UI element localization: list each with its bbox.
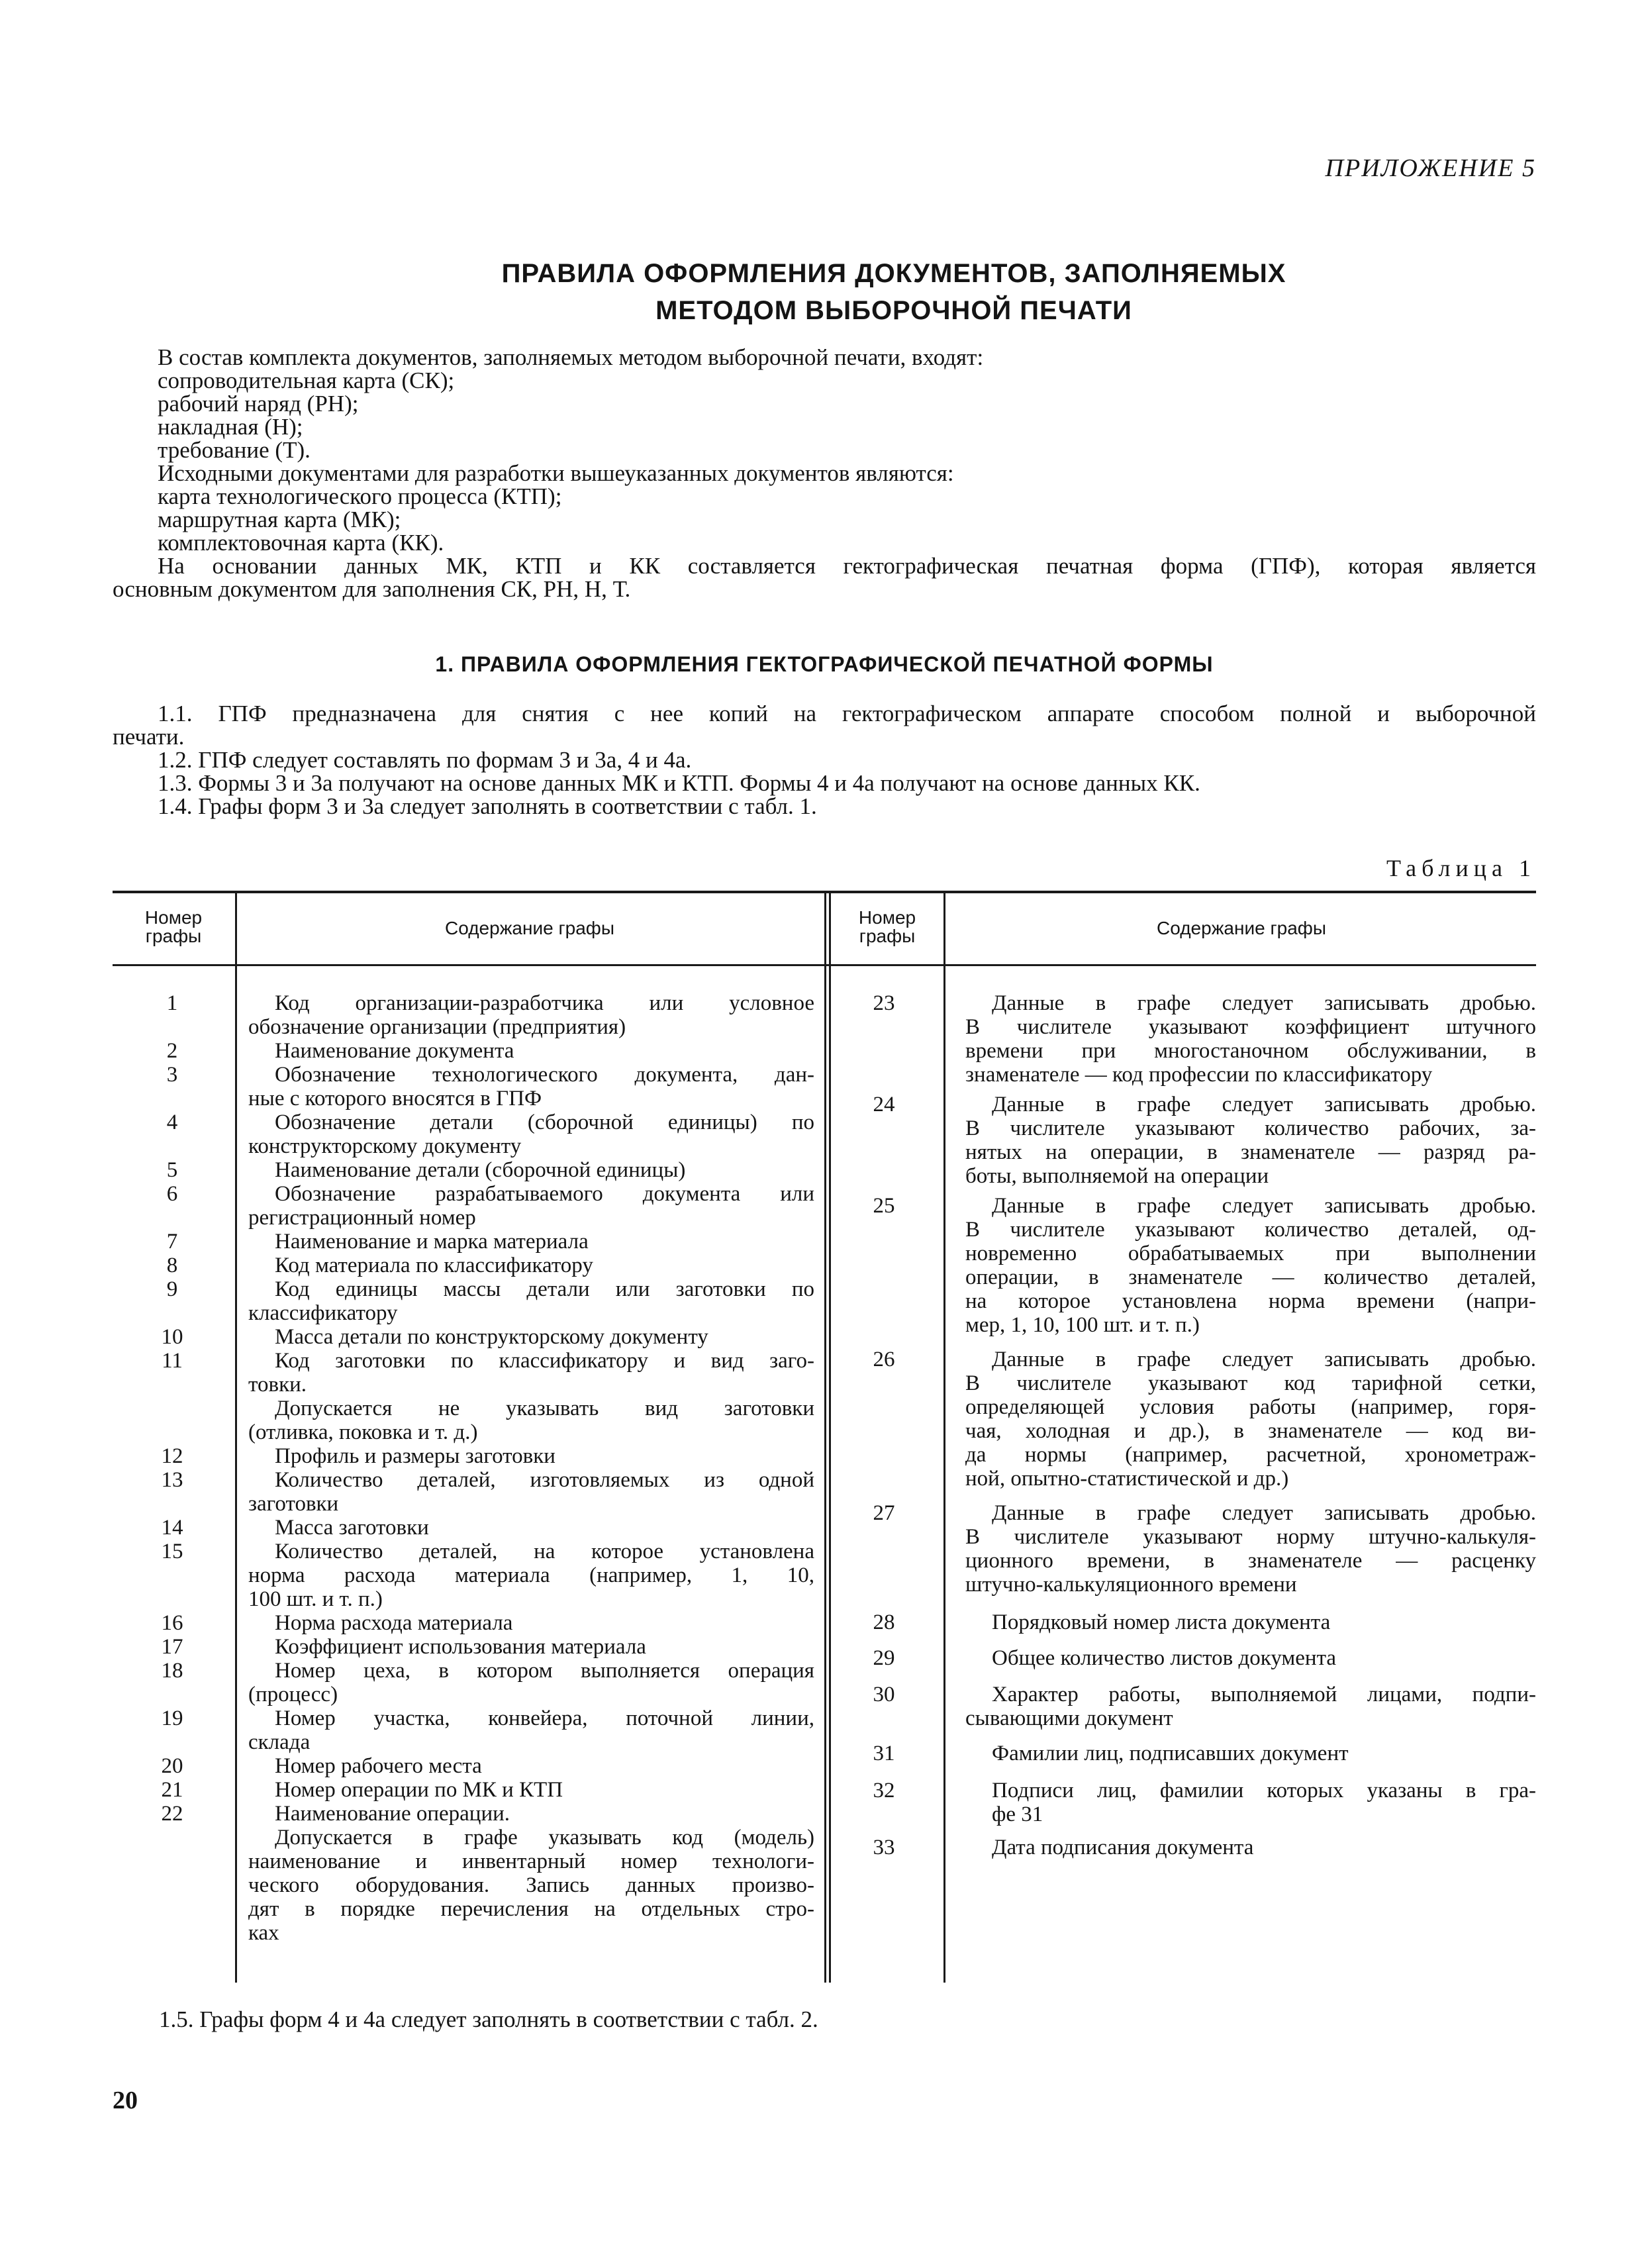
section-title: 1. ПРАВИЛА ОФОРМЛЕНИЯ ГЕКТОГРАФИЧЕСКОЙ ПЕЧАТНОЙ ФОРМЫ [435, 652, 1214, 676]
row-line: склада [248, 1730, 311, 1754]
row-line: Код материала по классификатору [275, 1254, 593, 1277]
row-content [965, 1194, 1536, 1337]
row-line: Обозначение технологического документа, дан- [275, 1063, 814, 1087]
row-number: 21 [161, 1778, 183, 1802]
intro-line: требование (Т). [158, 437, 311, 463]
row-number: 5 [166, 1158, 178, 1182]
row-number: 28 [873, 1610, 895, 1634]
row-line: норма расхода материала (например, 1, 10, [248, 1563, 814, 1587]
row-line: Масса заготовки [275, 1516, 429, 1540]
row-number: 13 [161, 1468, 183, 1492]
row-number: 25 [873, 1194, 895, 1218]
header-number-line: Номер [144, 907, 203, 928]
table-center-divider [829, 893, 831, 1983]
row-number: 31 [873, 1742, 895, 1765]
row-content [248, 1063, 814, 1110]
row-number: 26 [873, 1348, 895, 1371]
row-content [965, 1646, 1536, 1670]
row-number: 12 [161, 1444, 183, 1468]
document-title-line: МЕТОДОМ ВЫБОРОЧНОЙ ПЕЧАТИ [655, 296, 1132, 325]
row-line: операции, в знаменателе — количество деталей, [965, 1265, 1536, 1289]
row-line: Количество деталей, на которое установлена [275, 1540, 814, 1563]
row-number: 15 [161, 1540, 183, 1563]
table-column-divider [943, 893, 945, 1983]
row-line: 100 шт. и т. п.) [248, 1587, 383, 1611]
row-number: 9 [166, 1277, 178, 1301]
row-line: Общее количество листов документа [992, 1646, 1337, 1670]
row-content [248, 991, 814, 1039]
row-line: фе 31 [992, 1802, 1043, 1826]
row-number: 27 [873, 1501, 895, 1525]
intro-line: На основании данных МК, КТП и КК составляется гектографическая печатная форма (ГПФ), которая является [158, 553, 1536, 579]
header-number [833, 909, 942, 946]
row-line: нятых на операции, в знаменателе — разряд ра- [965, 1140, 1536, 1164]
row-line: Номер участка, конвейера, поточной линии, [275, 1706, 814, 1730]
row-number: 10 [161, 1325, 183, 1349]
row-number: 17 [161, 1635, 183, 1659]
row-line: Код единицы массы детали или заготовки по [275, 1277, 814, 1301]
header-number-line: графы [145, 926, 202, 946]
row-content [248, 1611, 814, 1635]
row-line: боты, выполняемой на операции [965, 1164, 1269, 1188]
row-line: Номер рабочего места [275, 1754, 482, 1778]
row-line: В числителе указывают количество рабочих, за- [965, 1116, 1536, 1140]
row-line: В числителе указывают количество деталей, од- [965, 1218, 1536, 1242]
row-number: 23 [873, 991, 895, 1015]
row-line: В числителе указывают норму штучно-калькуля- [965, 1525, 1536, 1549]
table-center-divider [824, 893, 826, 1983]
row-line: Наименование детали (сборочной единицы) [275, 1158, 686, 1182]
row-content [248, 1039, 814, 1063]
row-line: В числителе указывают код тарифной сетки, [965, 1371, 1536, 1395]
row-line: определяющей условия работы (например, горя- [965, 1395, 1536, 1419]
row-line: Обозначение детали (сборочной единицы) по [275, 1110, 814, 1134]
row-line: наименование и инвентарный номер технологи- [248, 1849, 814, 1873]
row-number: 19 [161, 1706, 183, 1730]
row-line: Данные в графе следует записывать дробью. [992, 1093, 1536, 1116]
row-content [965, 1683, 1536, 1730]
row-line: Допускается в графе указывать код (модель) [275, 1826, 814, 1849]
paragraph-1-5: 1.5. Графы форм 4 и 4а следует заполнять в соответствии с табл. 2. [159, 2006, 818, 2032]
paragraph-line: 1.1. ГПФ предназначена для снятия с нее копий на гектографическом аппарате способом полной и выборочной [158, 701, 1536, 726]
row-line: мер, 1, 10, 100 шт. и т. п.) [965, 1313, 1200, 1337]
header-number-line: Номер [858, 907, 916, 928]
table-caption: Таблица 1 [1386, 855, 1536, 881]
row-number: 16 [161, 1611, 183, 1635]
row-line: обозначение организации (предприятия) [248, 1015, 626, 1039]
row-line: Подписи лиц, фамилии которых указаны в гра- [992, 1779, 1536, 1802]
row-line: Допускается не указывать вид заготовки [275, 1397, 814, 1420]
row-line: да нормы (например, расчетной, хронометраж- [965, 1443, 1536, 1467]
row-content [248, 1158, 814, 1182]
document-title [265, 255, 1523, 329]
row-line: Номер цеха, в котором выполняется операция [275, 1659, 814, 1683]
row-line: Фамилии лиц, подписавших документ [992, 1742, 1349, 1765]
paragraph-line: 1.2. ГПФ следует составлять по формам 3 и 3а, 4 и 4а. [158, 747, 692, 773]
row-number: 2 [166, 1039, 178, 1063]
row-number: 7 [166, 1230, 178, 1254]
row-line: конструкторскому документу [248, 1134, 522, 1158]
row-line: Масса детали по конструкторскому документу [275, 1325, 708, 1349]
section-paragraphs [113, 702, 1536, 818]
row-line: Норма расхода материала [275, 1611, 513, 1635]
row-content [965, 1501, 1536, 1597]
row-content [248, 1659, 814, 1706]
row-number: 1 [166, 991, 178, 1015]
intro-line: Исходными документами для разработки вышеуказанных документов являются: [158, 460, 954, 486]
row-content [965, 1348, 1536, 1491]
row-content [248, 1802, 814, 1945]
intro-line: В состав комплекта документов, заполняемых методом выборочной печати, входят: [158, 344, 984, 370]
row-line: времени при многостаночном обслуживании, в [965, 1039, 1536, 1063]
row-line: Дата подписания документа [992, 1836, 1254, 1859]
row-number: 33 [873, 1836, 895, 1859]
row-number: 30 [873, 1683, 895, 1706]
paragraph-line: печати. [113, 724, 185, 750]
paragraph-line: 1.3. Формы 3 и 3а получают на основе данных МК и КТП. Формы 4 и 4а получают на основе данных КК. [158, 770, 1200, 796]
row-line: Количество деталей, изготовляемых из одной [275, 1468, 814, 1492]
row-line: Коэффициент использования материала [275, 1635, 646, 1659]
row-line: Данные в графе следует записывать дробью. [992, 991, 1536, 1015]
intro-line: комплектовочная карта (КК). [158, 530, 444, 556]
row-content [248, 1230, 814, 1254]
document-title-line: ПРАВИЛА ОФОРМЛЕНИЯ ДОКУМЕНТОВ, ЗАПОЛНЯЕМЫХ [501, 259, 1286, 288]
row-line: товки. [248, 1373, 307, 1397]
intro-line: маршрутная карта (МК); [158, 507, 401, 532]
row-number: 24 [873, 1093, 895, 1116]
row-content [248, 1540, 814, 1611]
row-line: регистрационный номер [248, 1206, 476, 1230]
intro-line: основным документом для заполнения СК, РН, Н, Т. [113, 576, 631, 602]
row-line: штучно-калькуляционного времени [965, 1573, 1297, 1597]
row-line: дят в порядке перечисления на отдельных стро- [248, 1897, 814, 1921]
row-line: ческого оборудования. Запись данных произво- [248, 1873, 814, 1897]
row-content [248, 1325, 814, 1349]
row-number: 20 [161, 1754, 183, 1778]
intro-line: рабочий наряд (РН); [158, 391, 359, 417]
row-line: Номер операции по МК и КТП [275, 1778, 563, 1802]
row-number: 11 [162, 1349, 183, 1373]
header-content: Содержание графы [1157, 918, 1326, 938]
row-line: ках [248, 1921, 279, 1945]
row-number: 8 [166, 1254, 178, 1277]
intro-line: сопроводительная карта (СК); [158, 368, 455, 393]
paragraph-line: 1.4. Графы форм 3 и 3а следует заполнять в соответствии с табл. 1. [158, 793, 817, 819]
row-number: 3 [166, 1063, 178, 1087]
row-line: В числителе указывают коэффициент штучного [965, 1015, 1536, 1039]
row-line: новременно обрабатываемых при выполнении [965, 1242, 1536, 1265]
row-number: 18 [161, 1659, 183, 1683]
row-line: Данные в графе следует записывать дробью. [992, 1194, 1536, 1218]
row-line: Порядковый номер листа документа [992, 1610, 1331, 1634]
row-line: Данные в графе следует записывать дробью. [992, 1501, 1536, 1525]
row-line: Наименование и марка материала [275, 1230, 589, 1254]
row-content [248, 1754, 814, 1778]
row-line: ционного времени, в знаменателе — расценку [965, 1549, 1536, 1573]
row-content [248, 1778, 814, 1802]
row-line: Наименование операции. [275, 1802, 510, 1826]
header-number [114, 909, 233, 946]
row-number: 22 [161, 1802, 183, 1826]
row-line: Наименование документа [275, 1039, 514, 1063]
row-line: чая, холодная и др.), в знаменателе — код ви- [965, 1419, 1536, 1443]
page-number: 20 [113, 2087, 138, 2114]
row-line: ные с которого вносятся в ГПФ [248, 1087, 542, 1110]
row-line: знаменателе — код профессии по классификатору [965, 1063, 1433, 1087]
row-content [965, 1093, 1536, 1188]
row-content [248, 1516, 814, 1540]
row-line: Профиль и размеры заготовки [275, 1444, 555, 1468]
row-content [965, 1742, 1536, 1765]
appendix-label: ПРИЛОЖЕНИЕ 5 [1325, 154, 1536, 182]
intro-block [113, 346, 1536, 601]
row-line: Код организации-разработчика или условное [275, 991, 814, 1015]
row-line: (отливка, поковка и т. д.) [248, 1420, 478, 1444]
intro-line: накладная (Н); [158, 414, 303, 440]
row-line: Данные в графе следует записывать дробью. [992, 1348, 1536, 1371]
row-line: ной, опытно-статистической и др.) [965, 1467, 1289, 1491]
row-content [248, 1444, 814, 1468]
row-content [965, 991, 1536, 1087]
row-number: 32 [873, 1779, 895, 1802]
row-line: Код заготовки по классификатору и вид заго- [275, 1349, 814, 1373]
row-line: заготовки [248, 1492, 339, 1516]
table-column-divider [235, 893, 237, 1983]
row-content [965, 1779, 1536, 1826]
row-content [248, 1706, 814, 1754]
row-line: (процесс) [248, 1683, 338, 1706]
row-content [248, 1635, 814, 1659]
row-content [248, 1110, 814, 1158]
intro-line: карта технологического процесса (КТП); [158, 483, 562, 509]
row-line: сывающими документ [965, 1706, 1173, 1730]
row-content [248, 1182, 814, 1230]
row-line: Характер работы, выполняемой лицами, подпи- [992, 1683, 1536, 1706]
header-number-line: графы [859, 926, 916, 946]
row-content [248, 1254, 814, 1277]
row-content [248, 1277, 814, 1325]
row-content [965, 1610, 1536, 1634]
row-number: 6 [166, 1182, 178, 1206]
row-content [248, 1349, 814, 1444]
row-content [248, 1468, 814, 1516]
row-number: 4 [166, 1110, 178, 1134]
row-number: 14 [161, 1516, 183, 1540]
row-number: 29 [873, 1646, 895, 1670]
row-line: Обозначение разрабатываемого документа или [275, 1182, 814, 1206]
header-content: Содержание графы [445, 918, 614, 938]
row-line: классификатору [248, 1301, 398, 1325]
row-content [965, 1836, 1536, 1859]
row-line: на которое установлена норма времени (напри- [965, 1289, 1536, 1313]
